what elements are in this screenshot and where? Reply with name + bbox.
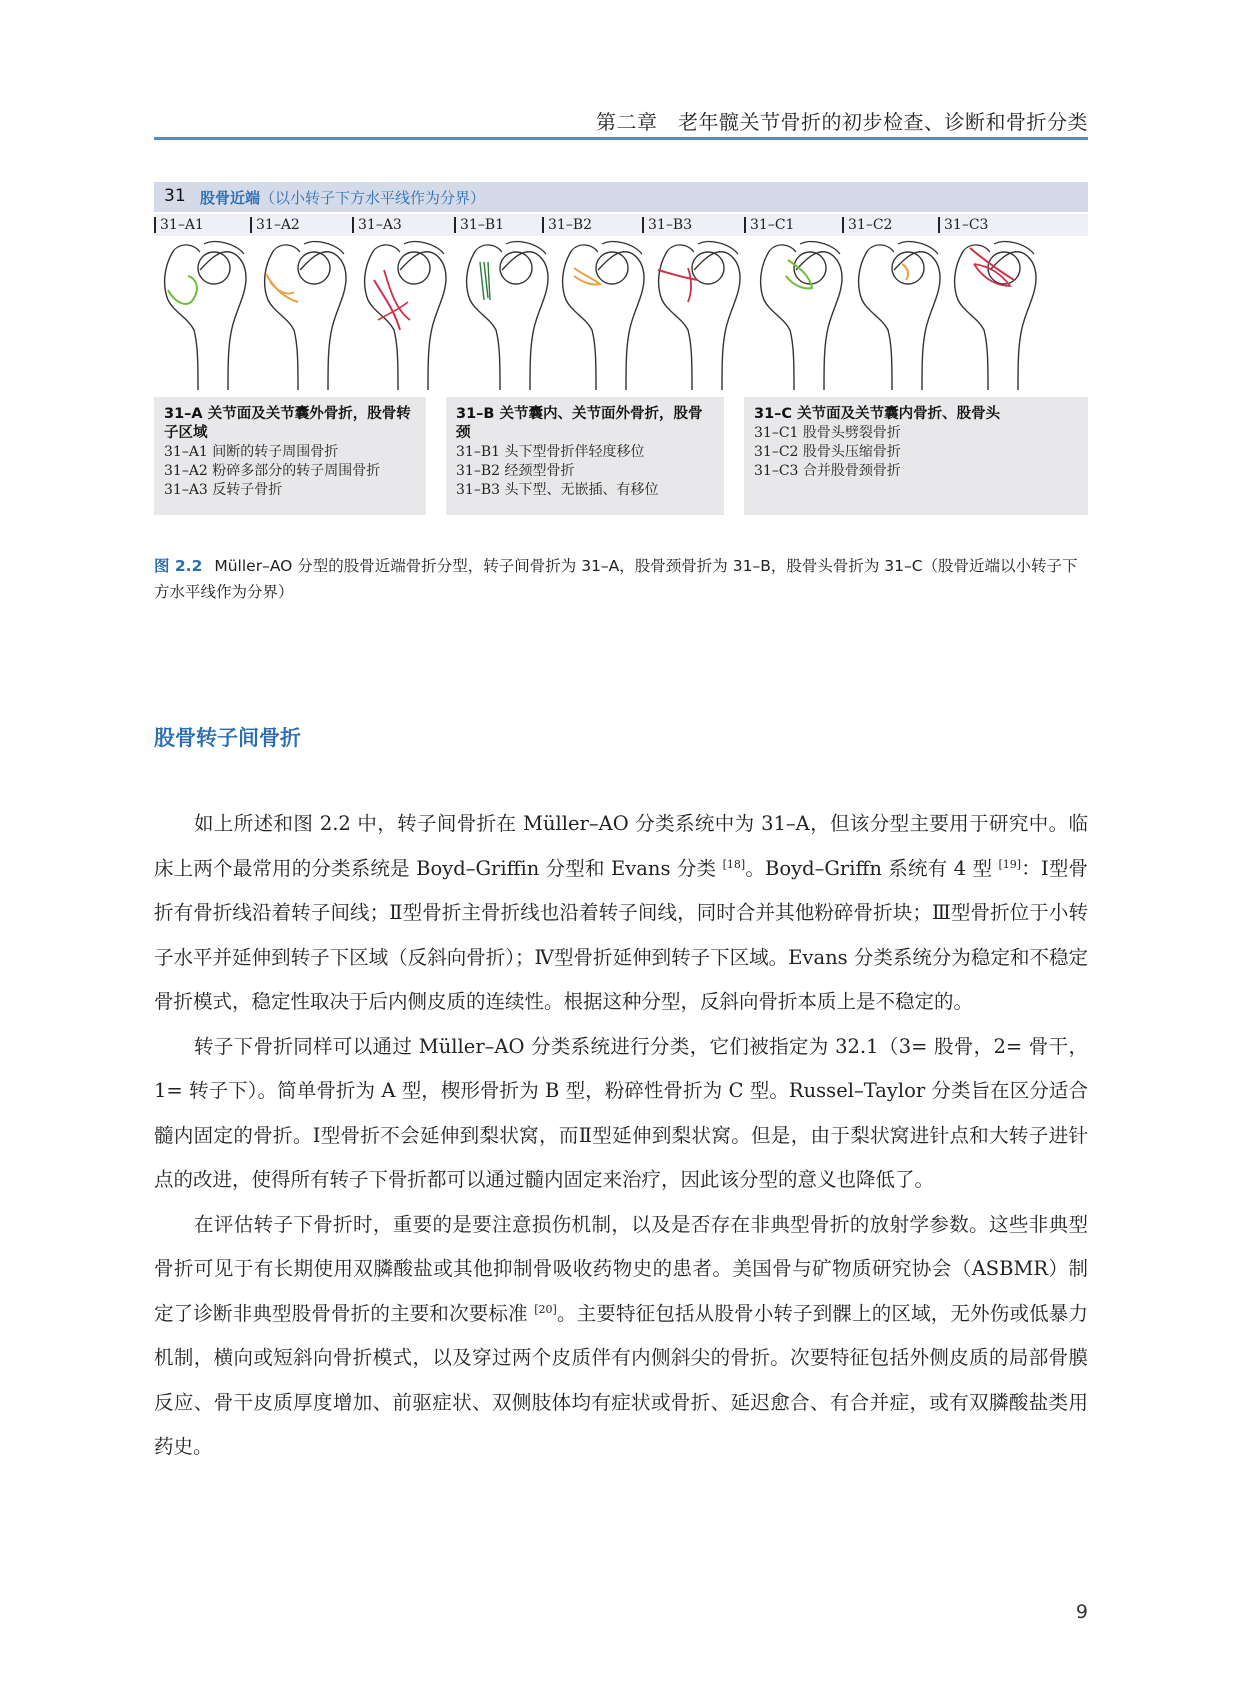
- femur-a1: [165, 242, 246, 390]
- code-31-a3: 31–A3: [352, 217, 402, 233]
- code-31-c3: 31–C3: [938, 217, 988, 233]
- panel-31-a: [154, 397, 426, 515]
- page-number: 9: [1075, 1601, 1088, 1623]
- classification-codes: [154, 214, 1088, 236]
- panel-a-line: 31–A3 反转子骨折: [164, 482, 283, 498]
- citation: [18]: [722, 857, 746, 871]
- panel-31-b: [446, 397, 724, 515]
- panel-b-line: 31–B3 头下型、无嵌插、有移位: [456, 482, 659, 498]
- figure-group-number: 31: [164, 186, 186, 206]
- body-text: [154, 802, 1088, 1470]
- panel-c-line: 31–C3 合并股骨颈骨折: [754, 463, 901, 479]
- paragraph-2: 转子下骨折同样可以通过 Müller–AO 分类系统进行分类，它们被指定为 32.1（3= 股骨，2= 骨干，1= 转子下）。简单骨折为 A 型，楔形骨折为 B 型，粉碎性骨折为 C 型。Russel–Taylor 分类旨在区分适合髓内固定的骨折。Ⅰ型骨折不会延伸到梨状窝，而Ⅱ型延伸到梨状窝。但是，由于梨状窝进针点和大转子进针点的改进，使得所有转子下骨折都可以通过髓内固定来治疗，因此该分型的意义也降低了。: [154, 1034, 1088, 1191]
- panel-b-line: 31–B2 经颈型骨折: [456, 463, 575, 479]
- code-31-c1: 31–C1: [744, 217, 794, 233]
- panel-a-line: 31–A2 粉碎多部分的转子周围骨折: [164, 463, 381, 479]
- figure-title-bar: [154, 182, 1088, 212]
- panel-a-heading: 31–A 关节面及关节囊外骨折，股骨转子区域: [164, 406, 411, 441]
- section-heading: 股骨转子间骨折: [154, 726, 301, 750]
- caption-text: Müller–AO 分型的股骨近端骨折分型，转子间骨折为 31–A，股骨颈骨折为 31–B，股骨头骨折为 31–C（股骨近端以小转子下方水平线作为分界）: [154, 557, 1078, 601]
- citation: [19]: [998, 857, 1022, 871]
- femur-c2: [859, 242, 940, 390]
- panel-b-line: 31–B1 头下型骨折伴轻度移位: [456, 444, 645, 460]
- code-31-a1: 31–A1: [154, 217, 204, 233]
- code-31-b2: 31–B2: [542, 217, 592, 233]
- panel-c-heading: 31–C 关节面及关节囊内骨折、股骨头: [754, 406, 1001, 422]
- femur-illustrations: [154, 240, 1088, 390]
- code-31-b1: 31–B1: [454, 217, 504, 233]
- figure-group-title: 股骨近端（以小转子下方水平线作为分界）: [200, 189, 486, 207]
- femur-a3: [365, 242, 446, 390]
- paragraph-3: 在评估转子下骨折时，重要的是要注意损伤机制，以及是否存在非典型骨折的放射学参数。这些非典型骨折可见于有长期使用双膦酸盐或其他抑制骨吸收药物史的患者。美国骨与矿物质研究协会（ASBMR）制定了诊断非典型股骨骨折的主要和次要标准 [20]。主要特征包括从股骨小转子到髁上的区域，无外伤或低暴力机制，横向或短斜向骨折模式，以及穿过两个皮质伴有内侧斜尖的骨折。次要特征包括外侧皮质的局部骨膜反应、骨干皮质厚度增加、前驱症状、双侧肢体均有症状或骨折、延迟愈合、有合并症，或有双膦酸盐类用药史。: [154, 1212, 1088, 1458]
- femur-b3: [658, 242, 740, 390]
- femur-c3: [955, 242, 1036, 390]
- header-rule: [154, 137, 1088, 140]
- femur-b2: [563, 242, 644, 390]
- figure-number: 图 2.2: [154, 557, 203, 575]
- panel-b-heading: 31–B 关节囊内、关节面外骨折，股骨颈: [456, 406, 703, 441]
- figure-caption: [154, 553, 1088, 605]
- citation: [20]: [534, 1302, 557, 1316]
- code-31-a2: 31–A2: [250, 217, 300, 233]
- figure-2-2: [154, 182, 1088, 512]
- femur-c1: [761, 242, 842, 390]
- panel-31-c: [744, 397, 1088, 515]
- running-header: 第二章 老年髋关节骨折的初步检查、诊断和骨折分类: [596, 110, 1088, 134]
- panel-a-line: 31–A1 间断的转子周围骨折: [164, 444, 339, 460]
- femur-b1: [467, 242, 548, 390]
- code-31-b3: 31–B3: [642, 217, 692, 233]
- panel-c-line: 31–C1 股骨头劈裂骨折: [754, 425, 901, 441]
- figure-group-note: （以小转子下方水平线作为分界）: [260, 189, 486, 207]
- femur-a2: [265, 242, 346, 390]
- paragraph-1: 如上所述和图 2.2 中，转子间骨折在 Müller–AO 分类系统中为 31–A，但该分型主要用于研究中。临床上两个最常用的分类系统是 Boyd–Griffin 分型和 Evans 分类 [18]。Boyd–Griffn 系统有 4 型 [19]：Ⅰ型骨折有骨折线沿着转子间线；Ⅱ型骨折主骨折线也沿着转子间线，同时合并其他粉碎骨折块；Ⅲ型骨折位于小转子水平并延伸到转子下区域（反斜向骨折）；Ⅳ型骨折延伸到转子下区域。Evans 分类系统分为稳定和不稳定骨折模式，稳定性取决于后内侧皮质的连续性。根据这种分型，反斜向骨折本质上是不稳定的。: [154, 812, 1088, 1013]
- code-31-c2: 31–C2: [842, 217, 892, 233]
- panel-c-line: 31–C2 股骨头压缩骨折: [754, 444, 901, 460]
